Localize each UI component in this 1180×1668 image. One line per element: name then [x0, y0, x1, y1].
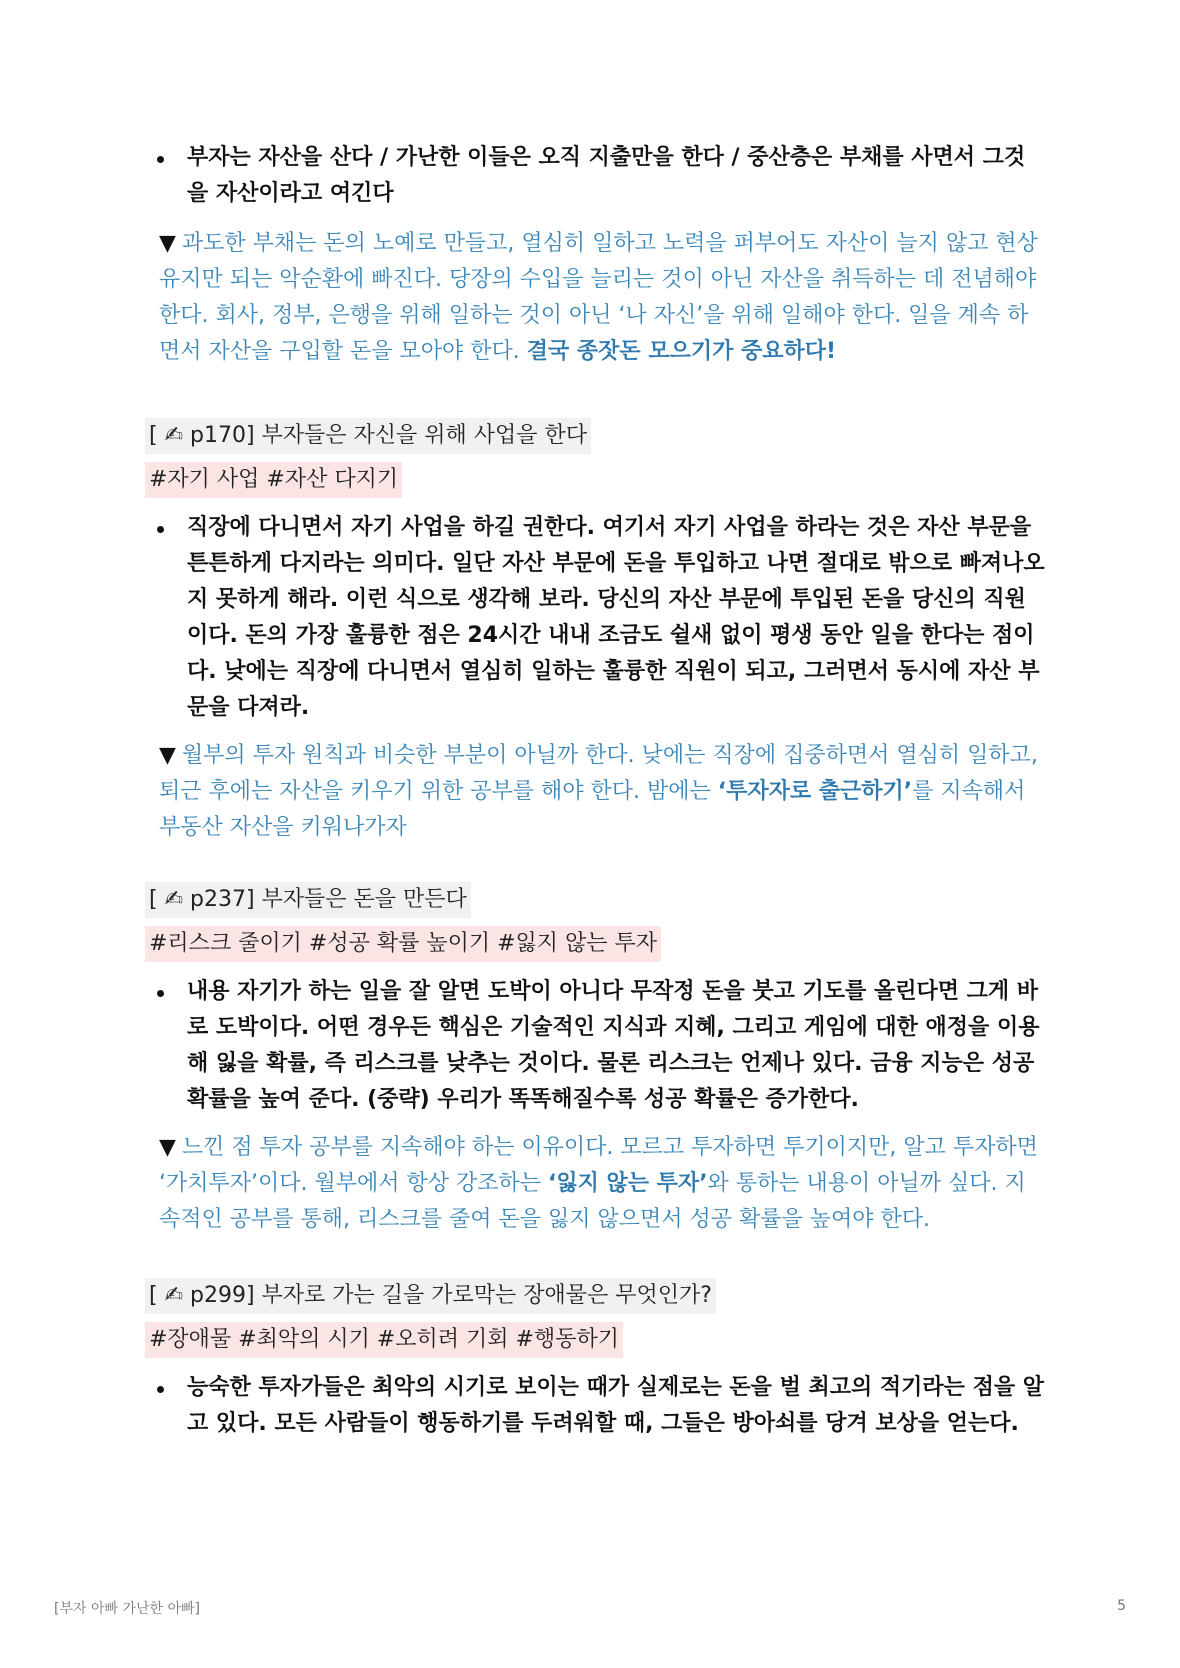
- section-p237: [145, 882, 1045, 1238]
- section-heading: [145, 1278, 716, 1314]
- section-assets: [145, 140, 1045, 370]
- reflection-note: [145, 1130, 1045, 1238]
- bullet-item: [145, 140, 1045, 212]
- hashtags: #장애물 #최악의 시기 #오히려 기회 #행동하기: [145, 1322, 623, 1358]
- heading-text: p237] 부자들은 돈을 만든다: [183, 887, 467, 912]
- footer-title: [부자 아빠 가난한 아빠]: [54, 1601, 200, 1617]
- note-text: 과도한 부채는 돈의 노예로 만들고, 열심히 일하고 노력을 퍼부어도 자산이 늘지 않고 현상 유지만 되는 악순환에 빠진다. 당장의 수입을 늘리는 것이 아닌 자산을 취득하는 데 전념해야 한다. 회사, 정부, 은행을 위해 일하는 것이 아닌 ‘나 자신’을 위해 일해야 한다. 일을 계속 하면서 자산을 구입할 돈을 모아야 한다.: [159, 231, 1038, 364]
- note-text-after: 와 통하는 내용이 아닐까 싶다. 지속적인 공부를 통해, 리스크를 줄여 돈을 잃지 않으면서 성공 확률을 높여야 한다.: [159, 1171, 1026, 1232]
- bullet-item: [145, 974, 1045, 1118]
- note-text: 느낀 점 투자 공부를 지속해야 하는 이유이다. 모르고 투자하면 투기이지만, 알고 투자하면 ‘가치투자’이다. 월부에서 항상 강조하는: [159, 1135, 1038, 1196]
- note-text-after: 를 지속해서 부동산 자산을 키워나가자: [159, 779, 1026, 840]
- triangle-down-icon: ▼: [159, 1135, 176, 1160]
- section-heading: [145, 418, 591, 454]
- section-p170: [145, 418, 1045, 846]
- note-emphasis: ‘투자자로 출근하기’: [717, 779, 913, 804]
- writing-hand-icon: ✍: [164, 887, 184, 912]
- reflection-note: [145, 226, 1045, 370]
- triangle-down-icon: ▼: [159, 231, 176, 256]
- hashtags: #자기 사업 #자산 다지기: [145, 462, 402, 498]
- bullet-text: 내용 자기가 하는 일을 잘 알면 도박이 아니다 무작정 돈을 붓고 기도를 올린다면 그게 바로 도박이다. 어떤 경우든 핵심은 기술적인 지식과 지혜, 그리고 게임에 대한 애정을 이용해 잃을 확률, 즉 리스크를 낮추는 것이다. 물론 리스크는 언제나 있다. 금융 지능은 성공 확률을 높여 준다. (중략) 우리가 똑똑해질수록 성공 확률은 증가한다.: [187, 979, 1040, 1112]
- note-emphasis: ‘잃지 않는 투자’: [548, 1171, 708, 1196]
- note-text: 월부의 투자 원칙과 비슷한 부분이 아닐까 한다. 낮에는 직장에 집중하면서 열심히 일하고, 퇴근 후에는 자산을 키우기 위한 공부를 해야 한다. 밤에는: [159, 743, 1038, 804]
- bullet-text: 부자는 자산을 산다 / 가난한 이들은 오직 지출만을 한다 / 중산층은 부채를 사면서 그것을 자산이라고 여긴다: [187, 145, 1026, 206]
- section-p299: [145, 1278, 1045, 1442]
- heading-text: p170] 부자들은 자신을 위해 사업을 한다: [183, 423, 588, 448]
- writing-hand-icon: ✍: [164, 423, 184, 448]
- heading-bracket: [: [149, 887, 165, 912]
- heading-text: p299] 부자로 가는 길을 가로막는 장애물은 무엇인가?: [183, 1283, 712, 1308]
- hashtags: #리스크 줄이기 #성공 확률 높이기 #잃지 않는 투자: [145, 926, 661, 962]
- bullet-dot-icon: [157, 526, 164, 533]
- section-heading: [145, 882, 471, 918]
- bullet-item: [145, 1370, 1045, 1442]
- heading-bracket: [: [149, 423, 165, 448]
- heading-bracket: [: [149, 1283, 165, 1308]
- writing-hand-icon: ✍: [164, 1283, 184, 1308]
- bullet-text: 직장에 다니면서 자기 사업을 하길 권한다. 여기서 자기 사업을 하라는 것은 자산 부문을 튼튼하게 다지라는 의미다. 일단 자산 부문에 돈을 투입하고 나면 절대로 밖으로 빠져나오지 못하게 해라. 이런 식으로 생각해 보라. 당신의 자산 부문에 투입된 돈을 당신의 직원이다. 돈의 가장 훌륭한 점은 24시간 내내 조금도 쉴새 없이 평생 동안 일을 한다는 점이다. 낮에는 직장에 다니면서 열심히 일하는 훌륭한 직원이 되고, 그러면서 동시에 자산 부문을 다져라.: [187, 515, 1045, 720]
- bullet-item: [145, 510, 1045, 726]
- note-emphasis: 결국 종잣돈 모으기가 중요하다!: [526, 339, 837, 364]
- bullet-dot-icon: [157, 156, 164, 163]
- page-number: 5: [1117, 1598, 1126, 1614]
- bullet-dot-icon: [157, 1386, 164, 1393]
- bullet-text: 능숙한 투자가들은 최악의 시기로 보이는 때가 실제로는 돈을 벌 최고의 적기라는 점을 알고 있다. 모든 사람들이 행동하기를 두려워할 때, 그들은 방아쇠를 당겨 보상을 얻는다.: [187, 1375, 1044, 1436]
- triangle-down-icon: ▼: [159, 743, 176, 768]
- bullet-dot-icon: [157, 990, 164, 997]
- reflection-note: [145, 738, 1045, 846]
